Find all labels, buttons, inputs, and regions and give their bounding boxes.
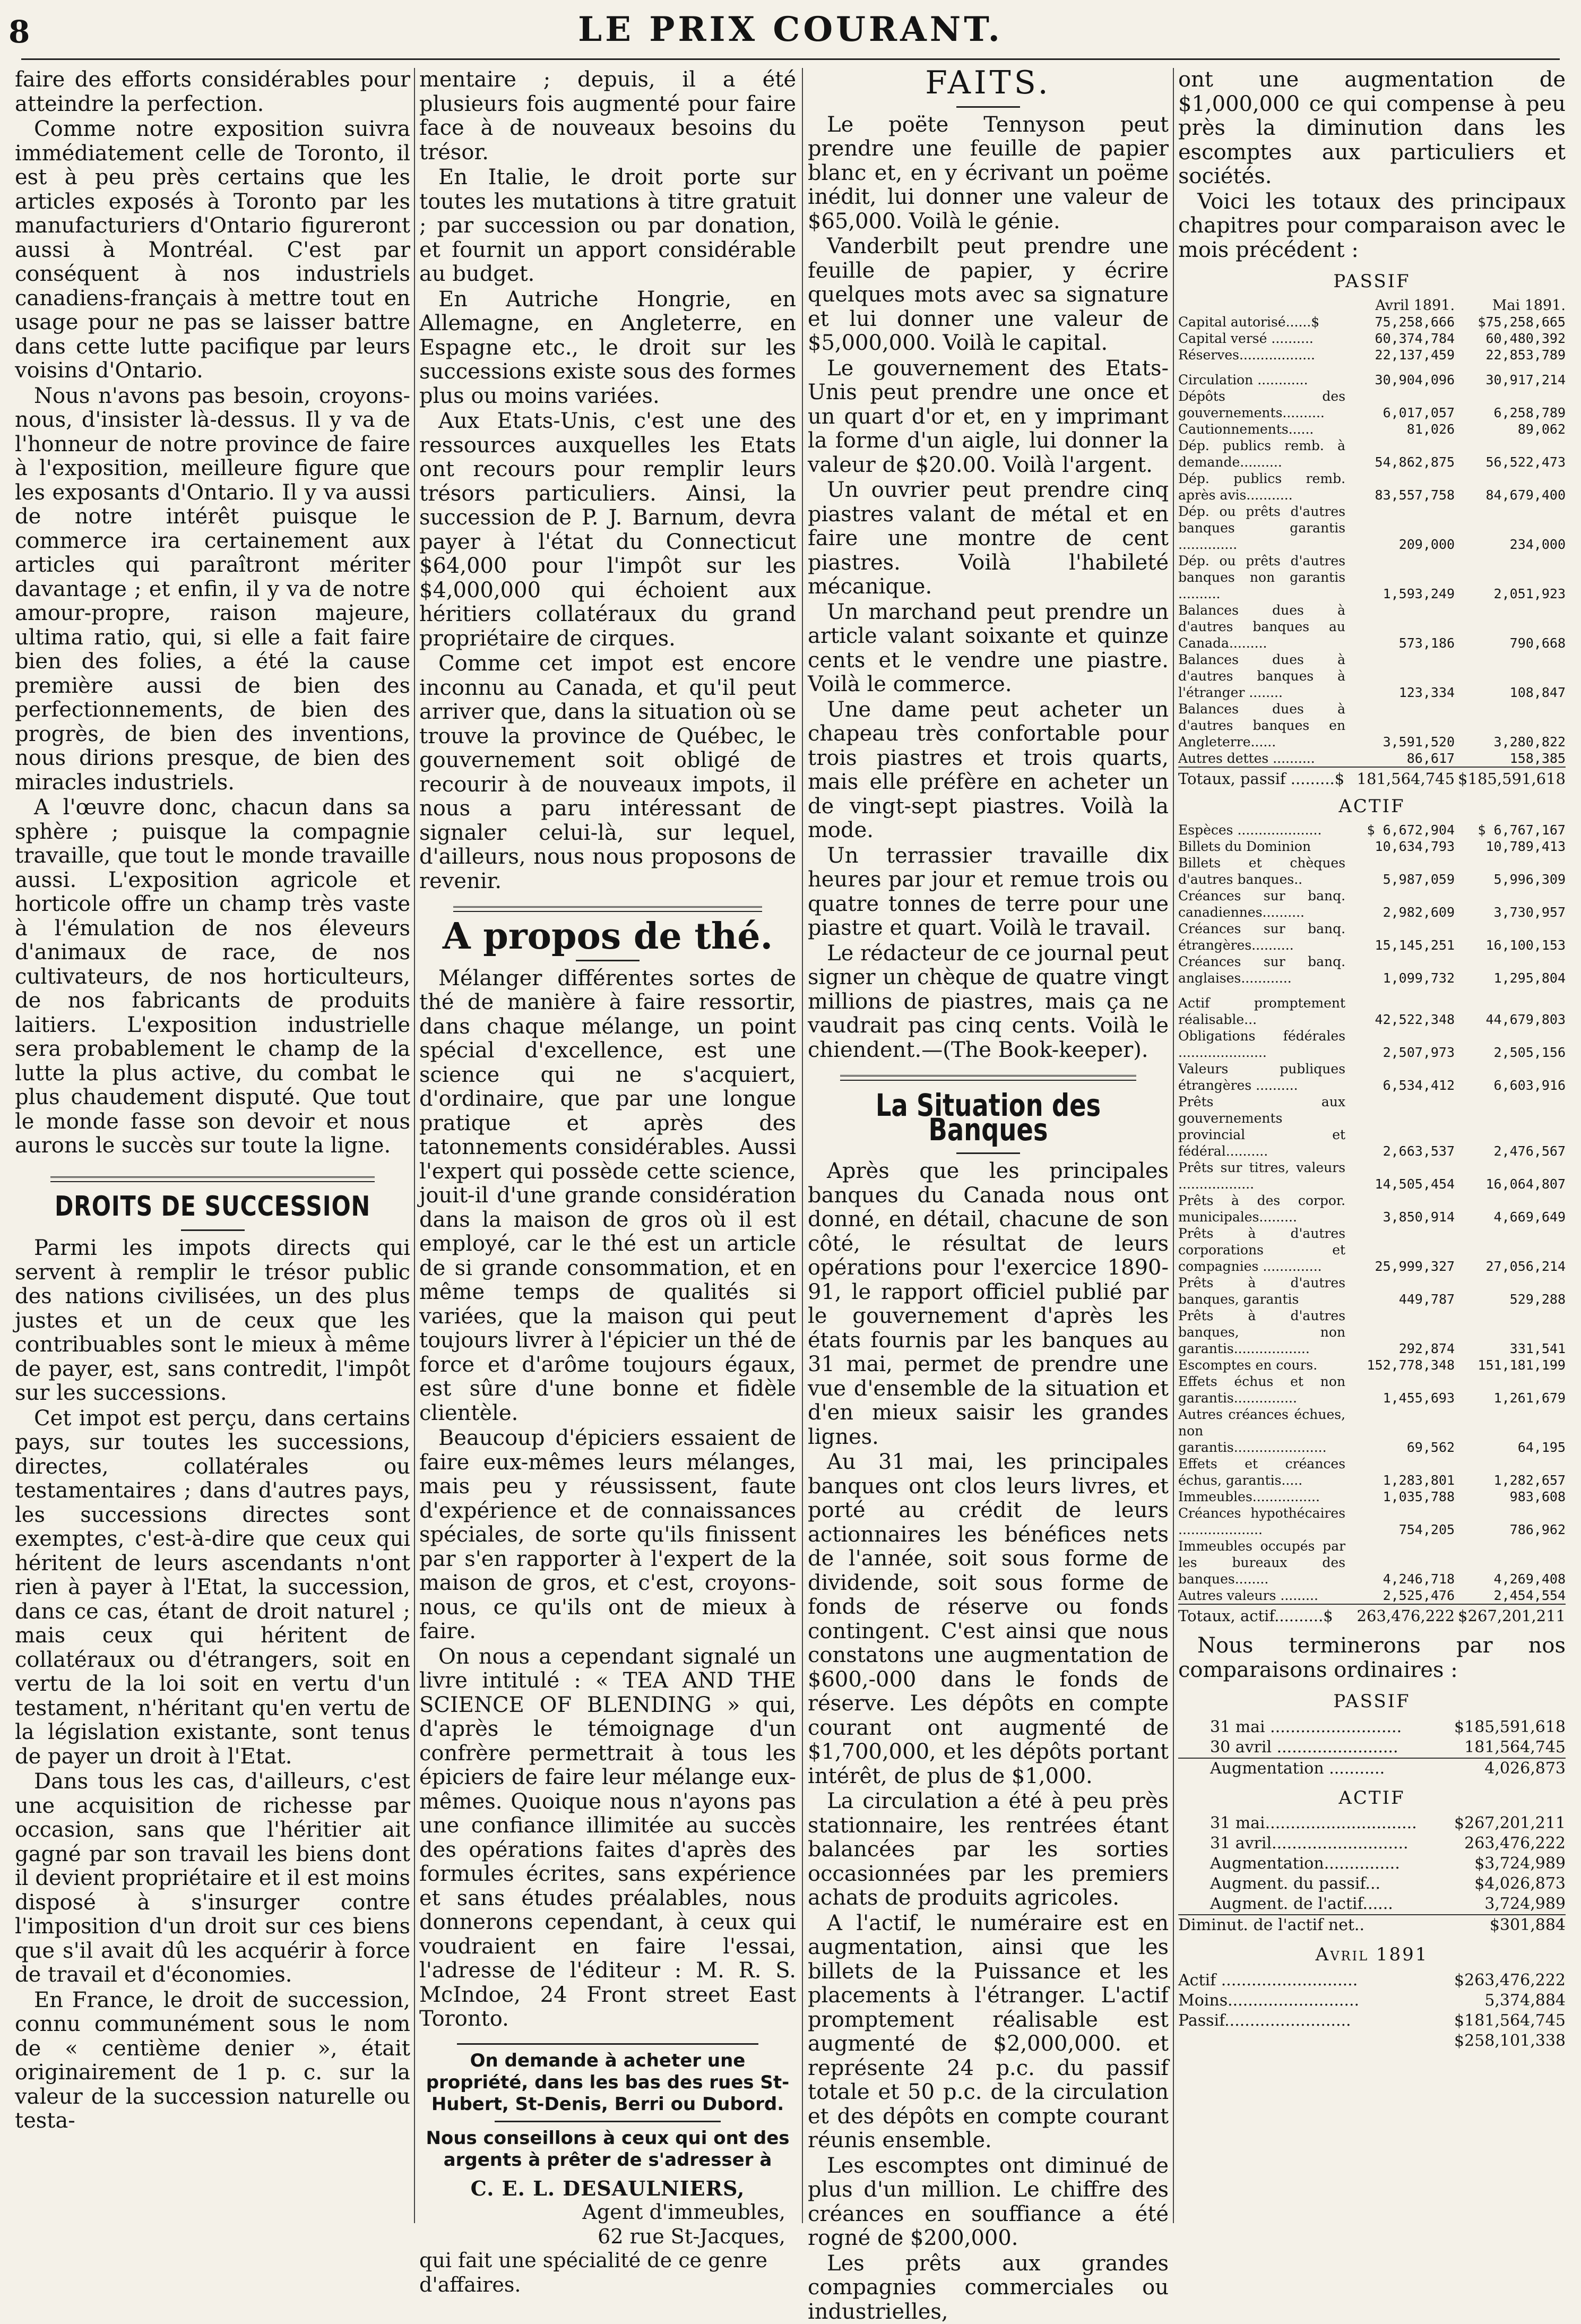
row-label: Capital autorisé......$ xyxy=(1178,314,1345,330)
paragraph: A l'actif, le numéraire est en augmentation, ainsi que les billets de la Puissance et les placements à l'étranger. L'actif promptement réalisable est augmenté de $2,000,000. et représente 24 p.c. du passif totale et 50 p.c. de la circulation et des dépôts en compte courant réunis ensemble. xyxy=(808,1912,1169,2153)
row-label: Créances sur banq. anglaises............ xyxy=(1178,953,1345,986)
row-value: 1,261,679 xyxy=(1455,1373,1566,1406)
paragraph: Aux Etats-Unis, c'est une des ressources auxquelles les Etats ont recours pour remplir leurs trésors particuliers. Ainsi, la succession de P. J. Barnum, devra payer à l'état du Connecticut $64,000 pour l'impôt sur les $4,000,000 qui échoient aux héritiers collatéraux du grand propriétaire de cirques. xyxy=(419,409,796,651)
row-value: 1,035,788 xyxy=(1345,1488,1455,1505)
heading-rule xyxy=(576,960,640,961)
row-label: Immeubles................ xyxy=(1178,1488,1345,1505)
paragraph: Parmi les impots directs qui servent à remplir le trésor public des nations civilisées, un des plus justes et un de ceux que les contribuables sont le mieux à même de payer, est, sans contredit, l'impôt sur les successions. xyxy=(15,1236,410,1406)
row-value: 263,476,222 xyxy=(1442,1834,1566,1854)
table-row xyxy=(1178,1834,1566,1854)
table-row xyxy=(1178,1488,1566,1505)
table-row xyxy=(1178,347,1566,363)
table-row xyxy=(1178,1225,1566,1275)
row-label xyxy=(1178,986,1345,995)
row-label: Augmentation ........... xyxy=(1178,1758,1437,1779)
row-value: 30,904,096 xyxy=(1345,372,1455,388)
table-row xyxy=(1178,372,1566,388)
row-value: 42,522,348 xyxy=(1345,995,1455,1028)
row-value: 3,280,822 xyxy=(1455,701,1566,750)
table-row xyxy=(1178,1915,1566,1935)
row-label: Augment. du passif... xyxy=(1178,1874,1442,1894)
table-row xyxy=(1178,1813,1566,1834)
passif-caption: PASSIF xyxy=(1178,270,1566,294)
row-value xyxy=(1455,363,1566,372)
row-value: 3,591,520 xyxy=(1345,701,1455,750)
row-value: 1,455,693 xyxy=(1345,1373,1455,1406)
table-row xyxy=(1178,1758,1566,1779)
row-value: 158,385 xyxy=(1455,750,1566,767)
row-value: 64,195 xyxy=(1455,1406,1566,1456)
table-row xyxy=(1178,470,1566,503)
paragraph: Cet impot est perçu, dans certains pays, sur toutes les successions, directes, collatérales ou testamentaires ; dans d'autres pays, les successions directes sont exemptes, c'est-à-dire que ceux qui héritent de leurs ascendants n'ont rien à payer à l'Etat, la succession, dans ce cas, étant de droit naturel ; mais ceux qui héritent de collatéraux ou d'étrangers, soit en vertu de la loi soit en vertu d'un testament, n'héritant qu'en vertu de la législation existante, sont tenus de payer un droit à l'Etat. xyxy=(15,1407,410,1769)
section-divider xyxy=(453,906,762,912)
notice-rule xyxy=(495,2121,721,2122)
column-rule xyxy=(802,68,803,2223)
row-value: 181,564,745 xyxy=(1437,1737,1566,1758)
row-label: Dép. ou prêts d'autres banques non garantis .......... xyxy=(1178,553,1345,602)
row-value: $3,724,989 xyxy=(1442,1854,1566,1874)
row-value: 81,026 xyxy=(1345,421,1455,437)
column-header: Mai 1891. xyxy=(1455,297,1566,314)
row-value: 6,258,789 xyxy=(1455,388,1566,421)
row-value: 75,258,666 xyxy=(1345,314,1455,330)
passif-total-row xyxy=(1178,767,1566,787)
heading-rule xyxy=(956,1152,1020,1154)
row-label: Dép. publics remb. après avis........... xyxy=(1178,470,1345,503)
row-label: Créances sur banq. étrangères.......... xyxy=(1178,920,1345,953)
table-row xyxy=(1178,1587,1566,1604)
row-label: Diminut. de l'actif net.. xyxy=(1178,1915,1442,1935)
paragraph: Le gouvernement des Etats-Unis peut prendre une once et un quart d'or et, en y imprimant la forme d'un aigle, lui donner la valeur de $20.00. Voilà l'argent. xyxy=(808,357,1169,478)
row-value: 60,374,784 xyxy=(1345,330,1455,347)
masthead: LE PRIX COURANT. xyxy=(0,10,1581,49)
row-value: 6,017,057 xyxy=(1345,388,1455,421)
row-label: Réserves.................. xyxy=(1178,347,1345,363)
paragraph: Une dame peut acheter un chapeau très confortable pour trois piastres et trois quarts, mais elle préfère en acheter un de vingt-sept piastres. Voilà la mode. xyxy=(808,698,1169,843)
row-value: $185,591,618 xyxy=(1437,1717,1566,1737)
table-row xyxy=(1178,421,1566,437)
row-label: Prêts à d'autres banques, garantis xyxy=(1178,1275,1345,1307)
row-value: 10,789,413 xyxy=(1455,838,1566,855)
table-row xyxy=(1178,1717,1566,1737)
table-row xyxy=(1178,1357,1566,1373)
row-value: 108,847 xyxy=(1455,651,1566,701)
table-row xyxy=(1178,1373,1566,1406)
table-row xyxy=(1178,1970,1566,1991)
row-value: 60,480,392 xyxy=(1455,330,1566,347)
paragraph: Après que les principales banques du Canada nous ont donné, en détail, chacune de son côté, le résultat de leurs opérations pour l'exercice 1890-91, le rapport officiel publié par le gouvernement d'après les états fournis par les banques au 31 mai, permet de prendre une vue d'ensemble de la situation et d'en mieux saisir les grandes lignes. xyxy=(808,1159,1169,1449)
table-row xyxy=(1178,750,1566,767)
row-label: 31 mai .......................... xyxy=(1178,1717,1437,1737)
row-value: 151,181,199 xyxy=(1455,1357,1566,1373)
row-label: Cautionnements...... xyxy=(1178,421,1345,437)
row-value: 69,562 xyxy=(1345,1406,1455,1456)
row-label: Augment. de l'actif...... xyxy=(1178,1894,1442,1915)
row-value: 1,295,804 xyxy=(1455,953,1566,986)
paragraph: mentaire ; depuis, il a été plusieurs fois augmenté pour faire face à de nouveaux besoins du trésor. xyxy=(419,68,796,165)
row-label xyxy=(1178,363,1345,372)
row-value: 4,026,873 xyxy=(1437,1758,1566,1779)
table-row xyxy=(1178,995,1566,1028)
row-value: 1,593,249 xyxy=(1345,553,1455,602)
row-value: 754,205 xyxy=(1345,1505,1455,1538)
notice-lenders: Nous conseillons à ceux qui ont des argents à prêter de s'adresser à xyxy=(419,2128,796,2171)
row-value: 10,634,793 xyxy=(1345,838,1455,855)
paragraph: Comme cet impot est encore inconnu au Canada, et qu'il peut arriver que, dans la situation où se trouve la province de Québec, le gouvernement soit obligé de recourir à de nouveaux impots, il nous a paru intéressant de signaler celui-là, sur lequel, d'ailleurs, nous nous proposons de revenir. xyxy=(419,652,796,893)
advertiser-tagline: qui fait une spécialité de ce genre d'affaires. xyxy=(419,2249,796,2297)
column-rule xyxy=(414,68,415,2223)
row-value: 56,522,473 xyxy=(1455,437,1566,470)
advertiser-name: C. E. L. DESAULNIERS, xyxy=(419,2176,796,2201)
comparison-april-table xyxy=(1178,1970,1566,2051)
advertiser-title: Agent d'immeubles, xyxy=(419,2200,796,2225)
row-label: Effets échus et non garantis............... xyxy=(1178,1373,1345,1406)
table-row xyxy=(1178,1159,1566,1192)
row-value: 30,917,214 xyxy=(1455,372,1566,388)
row-label: Prêts à des corpor. municipales......... xyxy=(1178,1192,1345,1225)
section-divider xyxy=(50,1176,375,1182)
row-value: 14,505,454 xyxy=(1345,1159,1455,1192)
row-value: 2,505,156 xyxy=(1455,1028,1566,1061)
total-value: 263,476,222 xyxy=(1345,1604,1455,1624)
paragraph: faire des efforts considérables pour atteindre la perfection. xyxy=(15,68,410,116)
row-value: 84,679,400 xyxy=(1455,470,1566,503)
row-value xyxy=(1455,986,1566,995)
row-value xyxy=(1345,986,1455,995)
table-row xyxy=(1178,1061,1566,1094)
row-value: 27,056,214 xyxy=(1455,1225,1566,1275)
table-row xyxy=(1178,986,1566,995)
row-value: 86,617 xyxy=(1345,750,1455,767)
row-label: Actif promptement réalisable... xyxy=(1178,995,1345,1028)
row-value: 2,051,923 xyxy=(1455,553,1566,602)
total-value: 181,564,745 xyxy=(1345,767,1455,787)
paragraph: Le poëte Tennyson peut prendre une feuille de papier blanc et, en y écrivant un poëme inédit, lui donner une valeur de $65,000. Voilà le génie. xyxy=(808,113,1169,234)
row-label: Dép. ou prêts d'autres banques garantis .............. xyxy=(1178,503,1345,553)
row-label: Espèces .................... xyxy=(1178,822,1345,838)
comparison-actif-caption: ACTIF xyxy=(1178,1786,1566,1811)
table-header-row xyxy=(1178,297,1566,314)
table-row xyxy=(1178,1737,1566,1758)
row-label: Billets du Dominion xyxy=(1178,838,1345,855)
row-label: Dépôts des gouvernements.......... xyxy=(1178,388,1345,421)
table-row xyxy=(1178,701,1566,750)
table-row xyxy=(1178,855,1566,888)
column-2 xyxy=(419,68,796,2223)
row-value: 1,099,732 xyxy=(1345,953,1455,986)
notice-rule xyxy=(457,2043,758,2045)
row-label: Actif ........................... xyxy=(1178,1970,1418,1991)
row-label: Passif......................... xyxy=(1178,2011,1418,2031)
paragraph: En Autriche Hongrie, en Allemagne, en Angleterre, en Espagne etc., le droit sur les successions existe sous des formes plus ou moins variées. xyxy=(419,288,796,409)
table-row xyxy=(1178,503,1566,553)
row-value: 6,534,412 xyxy=(1345,1061,1455,1094)
row-value: 331,541 xyxy=(1455,1307,1566,1357)
row-value: 4,246,718 xyxy=(1345,1538,1455,1587)
table-row xyxy=(1178,953,1566,986)
row-label: Balances dues à d'autres banques à l'étranger ........ xyxy=(1178,651,1345,701)
row-value: 983,608 xyxy=(1455,1488,1566,1505)
paragraph: En France, le droit de succession, connu communément sous le nom de « centième denier », était originairement de 1 p. c. sur la valeur de la succession naturelle ou testa- xyxy=(15,1989,410,2133)
table-row xyxy=(1178,1505,1566,1538)
paragraph: Comme notre exposition suivra immédiatement celle de Toronto, il est à peu près certains que les articles exposés à Toronto par les manufacturiers d'Ontario figureront aussi à Montréal. C'est par conséquent à nos industriels canadiens-français à mettre tout en usage pour ne pas se laisser battre dans cette lutte pacifique par leurs voisins d'Ontario. xyxy=(15,117,410,383)
table-row xyxy=(1178,1874,1566,1894)
row-value: 4,269,408 xyxy=(1455,1538,1566,1587)
row-value: 786,962 xyxy=(1455,1505,1566,1538)
paragraph: Un terrassier travaille dix heures par jour et remue trois ou quatre tonnes de terre pour une piastre et quart. Voilà le travail. xyxy=(808,844,1169,941)
row-value: 4,669,649 xyxy=(1455,1192,1566,1225)
row-value: 16,064,807 xyxy=(1455,1159,1566,1192)
paragraph: Mélanger différentes sortes de thé de manière à faire ressortir, dans chaque mélange, un point spécial d'excellence, est une science qui ne s'acquiert, d'ordinaire, que par une longue pratique et après des tatonnements considérables. Aussi l'expert qui possède cette science, jouit-il d'une grande considération dans la maison de gros où il est employé, car le thé est un article de si grande consommation, et en même temps de qualités si variées, que la maison qui peut toujours livrer à l'épicier un thé de force et d'arôme toujours égaux, est sûre d'une bonne et fidèle clientèle. xyxy=(419,967,796,1426)
row-label: Moins.......................... xyxy=(1178,1991,1418,2011)
article-heading: A propos de thé. xyxy=(419,925,796,949)
heading-rule xyxy=(956,106,1020,108)
row-value: 234,000 xyxy=(1455,503,1566,553)
row-label: Capital versé .......... xyxy=(1178,330,1345,347)
row-value: 3,730,957 xyxy=(1455,888,1566,920)
row-value: 123,334 xyxy=(1345,651,1455,701)
paragraph: Les escomptes ont diminué de plus d'un million. Le chiffre des créances en souffiance a été rogné de $200,000. xyxy=(808,2154,1169,2251)
row-value: 790,668 xyxy=(1455,602,1566,651)
paragraph: Voici les totaux des principaux chapitres pour comparaison avec le mois précédent : xyxy=(1178,190,1566,263)
table-row xyxy=(1178,1456,1566,1488)
paragraph: Les prêts aux grandes compagnies commerciales ou industrielles, xyxy=(808,2252,1169,2324)
row-label: 31 mai.............................. xyxy=(1178,1813,1442,1834)
row-value: 152,778,348 xyxy=(1345,1357,1455,1373)
row-label: Balances dues à d'autres banques au Canada......... xyxy=(1178,602,1345,651)
row-value: 2,507,973 xyxy=(1345,1028,1455,1061)
total-label: Totaux, passif .........$ xyxy=(1178,767,1345,787)
table-row xyxy=(1178,388,1566,421)
table-row xyxy=(1178,1275,1566,1307)
table-row xyxy=(1178,363,1566,372)
table-row xyxy=(1178,838,1566,855)
row-value: $267,201,211 xyxy=(1442,1813,1566,1834)
column-3 xyxy=(808,68,1169,2223)
row-label: Valeurs publiques étrangères .......... xyxy=(1178,1061,1345,1094)
comparison-passif-caption: PASSIF xyxy=(1178,1690,1566,1714)
table-row xyxy=(1178,1894,1566,1915)
row-value: 15,145,251 xyxy=(1345,920,1455,953)
actif-table xyxy=(1178,822,1566,1624)
row-value: 54,862,875 xyxy=(1345,437,1455,470)
comparison-actif-table xyxy=(1178,1813,1566,1935)
row-value: 25,999,327 xyxy=(1345,1225,1455,1275)
row-label: Prêts sur titres, valeurs .................. xyxy=(1178,1159,1345,1192)
actif-caption: ACTIF xyxy=(1178,795,1566,819)
table-row xyxy=(1178,553,1566,602)
row-value: 5,987,059 xyxy=(1345,855,1455,888)
row-value xyxy=(1345,363,1455,372)
table-row xyxy=(1178,2031,1566,2051)
table-row xyxy=(1178,314,1566,330)
column-4 xyxy=(1178,68,1566,2223)
row-value: 2,982,609 xyxy=(1345,888,1455,920)
row-value: 1,283,801 xyxy=(1345,1456,1455,1488)
row-label: Créances sur banq. canadiennes.......... xyxy=(1178,888,1345,920)
row-label: Prêts à d'autres corporations et compagnies .............. xyxy=(1178,1225,1345,1275)
row-value: $ 6,767,167 xyxy=(1455,822,1566,838)
table-row xyxy=(1178,920,1566,953)
table-row xyxy=(1178,1307,1566,1357)
row-value: 6,603,916 xyxy=(1455,1061,1566,1094)
table-row xyxy=(1178,651,1566,701)
row-value: 5,374,884 xyxy=(1418,1991,1566,2011)
table-row xyxy=(1178,822,1566,838)
row-label: Prêts à d'autres banques, non garantis.................. xyxy=(1178,1307,1345,1357)
paragraph: ont une augmentation de $1,000,000 ce qui compense à peu près la diminution dans les escomptes aux particuliers et sociétés. xyxy=(1178,68,1566,189)
row-value: 292,874 xyxy=(1345,1307,1455,1357)
paragraph: Dans tous les cas, d'ailleurs, c'est une acquisition de richesse par occasion, sans que l'héritier ait gagné par son travail les biens dont il devient propriétaire et il est moins disposé à s'insurger contre l'imposition d'un droit sur ces biens que s'il avait dû les acquérir à force de travail et d'économies. xyxy=(15,1770,410,1987)
row-label: Effets et créances échus, garantis..... xyxy=(1178,1456,1345,1488)
paragraph: En Italie, le droit porte sur toutes les mutations à titre gratuit ; par succession ou par donation, et fournit un apport considérable au budget. xyxy=(419,166,796,287)
table-row xyxy=(1178,888,1566,920)
row-value: 3,724,989 xyxy=(1442,1894,1566,1915)
row-label: Créances hypothécaires .................... xyxy=(1178,1505,1345,1538)
row-value: 449,787 xyxy=(1345,1275,1455,1307)
table-row xyxy=(1178,437,1566,470)
row-label: Immeubles occupés par les bureaux des banques........ xyxy=(1178,1538,1345,1587)
row-value: $181,564,745 xyxy=(1418,2011,1566,2031)
row-value: $4,026,873 xyxy=(1442,1874,1566,1894)
table-row xyxy=(1178,602,1566,651)
row-value: $75,258,665 xyxy=(1455,314,1566,330)
article-heading: FAITS. xyxy=(808,71,1169,96)
row-value: 1,282,657 xyxy=(1455,1456,1566,1488)
row-label: Autres créances échues, non garantis...................... xyxy=(1178,1406,1345,1456)
row-label: Augmentation............... xyxy=(1178,1854,1442,1874)
paragraph: On nous a cependant signalé un livre intitulé : « TEA AND THE SCIENCE OF BLENDING » qui, d'après le témoignage d'un confrère permettrait à tous les épiciers de faire leur mélange eux-mêmes. Quoique nous n'ayons pas une confiance illimitée au succès des opérations faites d'après des formules écrites, sans expérience et sans études préalables, nous donnerons cependant, à ceux qui voudraient en faire l'essai, l'adresse de l'éditeur : M. R. S. McIndoe, 24 Front street East Toronto. xyxy=(419,1645,796,2032)
row-value: 44,679,803 xyxy=(1455,995,1566,1028)
paragraph: Un marchand peut prendre un article valant soixante et quinze cents et le vendre une piastre. Voilà le commerce. xyxy=(808,600,1169,697)
row-label: Circulation ............ xyxy=(1178,372,1345,388)
table-row xyxy=(1178,1406,1566,1456)
table-row xyxy=(1178,1854,1566,1874)
column-rule xyxy=(1173,68,1174,2223)
paragraph: La circulation a été à peu près stationnaire, les rentrées étant balancées par les sorties occasionnées par les premiers achats de produits agricoles. xyxy=(808,1789,1169,1910)
row-label: Autres dettes .......... xyxy=(1178,750,1345,767)
table-row xyxy=(1178,1991,1566,2011)
row-value: $258,101,338 xyxy=(1418,2031,1566,2051)
row-value: 5,996,309 xyxy=(1455,855,1566,888)
paragraph: Le rédacteur de ce journal peut signer un chèque de quatre vingt millions de piastres, mais ça ne vaudrait pas cinq cents. Voilà le chiendent.—(The Book-keeper). xyxy=(808,942,1169,1063)
paragraph: Beaucoup d'épiciers essaient de faire eux-mêmes leurs mélanges, mais peu y réussissent, faute d'expérience et de connaissances spéciales, de sorte qu'ils finissent par s'en rapporter à l'expert de la maison de gros, et c'est, croyons-nous, ce qu'ils ont de mieux à faire. xyxy=(419,1426,796,1644)
header-rule xyxy=(21,58,1560,60)
row-label: 30 avril ........................ xyxy=(1178,1737,1437,1758)
article-heading: La Situation des Banques xyxy=(844,1094,1133,1142)
advertiser-signature xyxy=(419,2176,796,2297)
column-1 xyxy=(15,68,410,2223)
row-value: 2,663,537 xyxy=(1345,1094,1455,1159)
row-value: 83,557,758 xyxy=(1345,470,1455,503)
row-value: 89,062 xyxy=(1455,421,1566,437)
table-row xyxy=(1178,1538,1566,1587)
total-value: $267,201,211 xyxy=(1455,1604,1566,1624)
row-label: Escomptes en cours. xyxy=(1178,1357,1345,1373)
row-value: 16,100,153 xyxy=(1455,920,1566,953)
paragraph: Au 31 mai, les principales banques ont clos leurs livres, et porté au crédit de leurs actionnaires les bénéfices nets de l'année, soit sous forme de dividende, soit sous forme de fonds de réserve ou fonds contingent. C'est ainsi que nous constatons une augmentation de $600,-000 dans le fonds de réserve. Les dépôts en compte courant ont augmenté de $1,700,000, et les dépôts portant intérêt, de plus de $1,000. xyxy=(808,1450,1169,1788)
article-heading: DROITS DE SUCCESSION xyxy=(50,1195,375,1219)
paragraph: Un ouvrier peut prendre cinq piastres valant de métal et en faire une montre de cent piastres. Voilà l'habileté mécanique. xyxy=(808,478,1169,599)
paragraph: A l'œuvre donc, chacun dans sa sphère ; puisque la compagnie travaille, que tout le monde travaille aussi. L'exposition agricole et horticole offre un champ très vaste à l'émulation de nos éleveurs d'animaux de race, de nos cultivateurs, de nos horticulteurs, de nos fabricants de produits laitiers. L'exposition industrielle sera probablement le champ de la lutte la plus active, du combat le plus chaudement disputé. Que tout le monde fasse son devoir et nous aurons le succès sur toute la ligne. xyxy=(15,796,410,1158)
row-value: 573,186 xyxy=(1345,602,1455,651)
heading-rule xyxy=(181,1229,245,1231)
comparison-april-caption: Avril 1891 xyxy=(1178,1943,1566,1967)
page-header xyxy=(0,10,1581,63)
row-label: Balances dues à d'autres banques en Angleterre...... xyxy=(1178,701,1345,750)
row-value: 22,137,459 xyxy=(1345,347,1455,363)
row-value: 2,525,476 xyxy=(1345,1587,1455,1604)
row-value: 2,476,567 xyxy=(1455,1094,1566,1159)
row-label: Dép. publics remb. à demande.......... xyxy=(1178,437,1345,470)
table-row xyxy=(1178,1028,1566,1061)
row-value: 2,454,554 xyxy=(1455,1587,1566,1604)
table-row xyxy=(1178,2011,1566,2031)
row-value: 3,850,914 xyxy=(1345,1192,1455,1225)
paragraph: Vanderbilt peut prendre une feuille de papier, y écrire quelques mots avec sa signature et lui donner une valeur de $5,000,000. Voilà le capital. xyxy=(808,235,1169,356)
table-row xyxy=(1178,1192,1566,1225)
row-label: Billets et chèques d'autres banques.. xyxy=(1178,855,1345,888)
row-value: $263,476,222 xyxy=(1418,1970,1566,1991)
notice-property: On demande à acheter une propriété, dans les bas des rues St-Hubert, St-Denis, Berri ou Dubord. xyxy=(419,2050,796,2115)
total-label: Totaux, actif..........$ xyxy=(1178,1604,1345,1624)
total-value: $185,591,618 xyxy=(1455,767,1566,787)
row-label: Obligations fédérales ..................... xyxy=(1178,1028,1345,1061)
row-label: Autres valeurs ......... xyxy=(1178,1587,1345,1604)
section-divider xyxy=(840,1075,1136,1081)
table-row xyxy=(1178,330,1566,347)
row-label: 31 avril........................... xyxy=(1178,1834,1442,1854)
column-header: Avril 1891. xyxy=(1345,297,1455,314)
actif-total-row xyxy=(1178,1604,1566,1624)
row-value: 209,000 xyxy=(1345,503,1455,553)
passif-table xyxy=(1178,297,1566,787)
comparison-passif-table xyxy=(1178,1717,1566,1779)
paragraph: Nous n'avons pas besoin, croyons-nous, d'insister là-dessus. Il y va de l'honneur de notre province de faire à l'exposition, meilleure figure que les exposants d'Ontario. Il y va aussi de notre intérêt puisque le commerce ira certainement aux articles qui paraîtront mériter davantage ; et enfin, il y va de notre amour-propre, raison majeure, ultima ratio, qui, si elle a fait faire bien des folies, a été la cause première aussi de bien des perfectionnements, de bien des progrès, de bien des inventions, nous dirions presque, de bien des miracles industriels. xyxy=(15,384,410,795)
row-value: $301,884 xyxy=(1442,1915,1566,1935)
row-label: Prêts aux gouvernements provincial et fédéral.......... xyxy=(1178,1094,1345,1159)
advertiser-address: 62 rue St-Jacques, xyxy=(419,2225,796,2249)
row-value: $ 6,672,904 xyxy=(1345,822,1455,838)
table-row xyxy=(1178,1094,1566,1159)
row-value: 22,853,789 xyxy=(1455,347,1566,363)
page-number: 8 xyxy=(8,14,30,50)
row-value: 529,288 xyxy=(1455,1275,1566,1307)
paragraph: Nous terminerons par nos comparaisons ordinaires : xyxy=(1178,1634,1566,1682)
